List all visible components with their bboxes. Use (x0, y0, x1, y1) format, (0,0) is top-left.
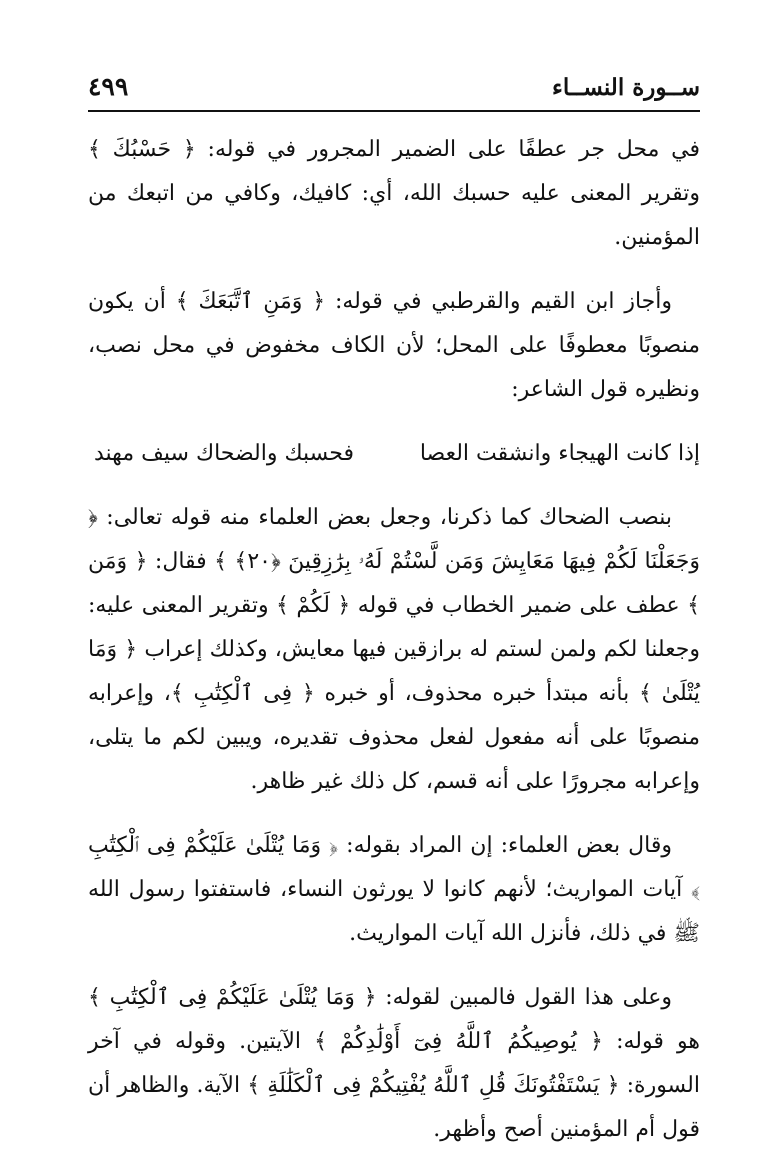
poetry-verse (88, 432, 700, 476)
paragraph-1: في محل جر عطفًا على الضمير المجرور في قوله: ﴿ حَسْبُكَ ﴾ وتقرير المعنى عليه حسبك الله، أي: كافيك، وكافي من اتبعك من المؤمنين. (88, 137, 700, 250)
verse-second-hemistich: فحسبك والضحاك سيف مهند (94, 441, 355, 466)
paragraph-4: وقال بعض العلماء: إن المراد بقوله: ﴿ وَمَا يُتْلَىٰ عَلَيْكُمْ فِى ٱلْكِتَٰبِ ﴾ آيات المواريث؛ لأنهم كانوا لا يورثون النساء، فاستفتوا رسول الله ﷺ في ذلك، فأنزل الله آيات المواريث. (88, 833, 700, 946)
header-rule (88, 110, 700, 112)
surah-title: ســورة النســاء (552, 74, 700, 101)
verse-first-hemistich: إذا كانت الهيجاء وانشقت العصا (419, 441, 700, 466)
paragraph-2: وأجاز ابن القيم والقرطبي في قوله: ﴿ وَمَنِ ٱتَّبَعَكَ ﴾ أن يكون منصوبًا معطوفًا على المحل؛ لأن الكاف مخفوض في محل نصب، ونظيره قول الشاعر: (88, 289, 700, 402)
page-number: ٤٩٩ (88, 72, 129, 101)
paragraph-5: وعلى هذا القول فالمبين لقوله: ﴿ وَمَا يُتْلَىٰ عَلَيْكُمْ فِى ٱلْكِتَٰبِ ﴾ هو قوله: ﴿ يُوصِيكُمُ ٱللَّهُ فِىٓ أَوْلَٰدِكُمْ ﴾ الآيتين. وقوله في آخر السورة: ﴿ يَسْتَفْتُونَكَ قُلِ ٱللَّهُ يُفْتِيكُمْ فِى ٱلْكَلَٰلَةِ ﴾ الآية. والظاهر أن قول أم المؤمنين أصح وأظهر. (88, 985, 700, 1142)
page-body (88, 128, 700, 1172)
paragraph-3: بنصب الضحاك كما ذكرنا، وجعل بعض العلماء منه قوله تعالى: ﴿ وَجَعَلْنَا لَكُمْ فِيهَا مَعَايِشَ وَمَن لَّسْتُمْ لَهُۥ بِرَٰزِقِينَ ﴿٢٠﴾ ﴾ فقال: ﴿ وَمَن ﴾ عطف على ضمير الخطاب في قوله ﴿ لَكُمْ ﴾ وتقرير المعنى عليه: وجعلنا لكم ولمن لستم له برازقين فيها معايش، وكذلك إعراب ﴿ وَمَا يُتْلَىٰ ﴾ بأنه مبتدأ خبره محذوف، أو خبره ﴿ فِى ٱلْكِتَٰبِ ﴾، وإعرابه منصوبًا على أنه مفعول لفعل محذوف تقديره، ويبين لكم ما يتلى، وإعرابه مجرورًا على أنه قسم، كل ذلك غير ظاهر. (88, 505, 700, 794)
page-header (88, 68, 700, 112)
